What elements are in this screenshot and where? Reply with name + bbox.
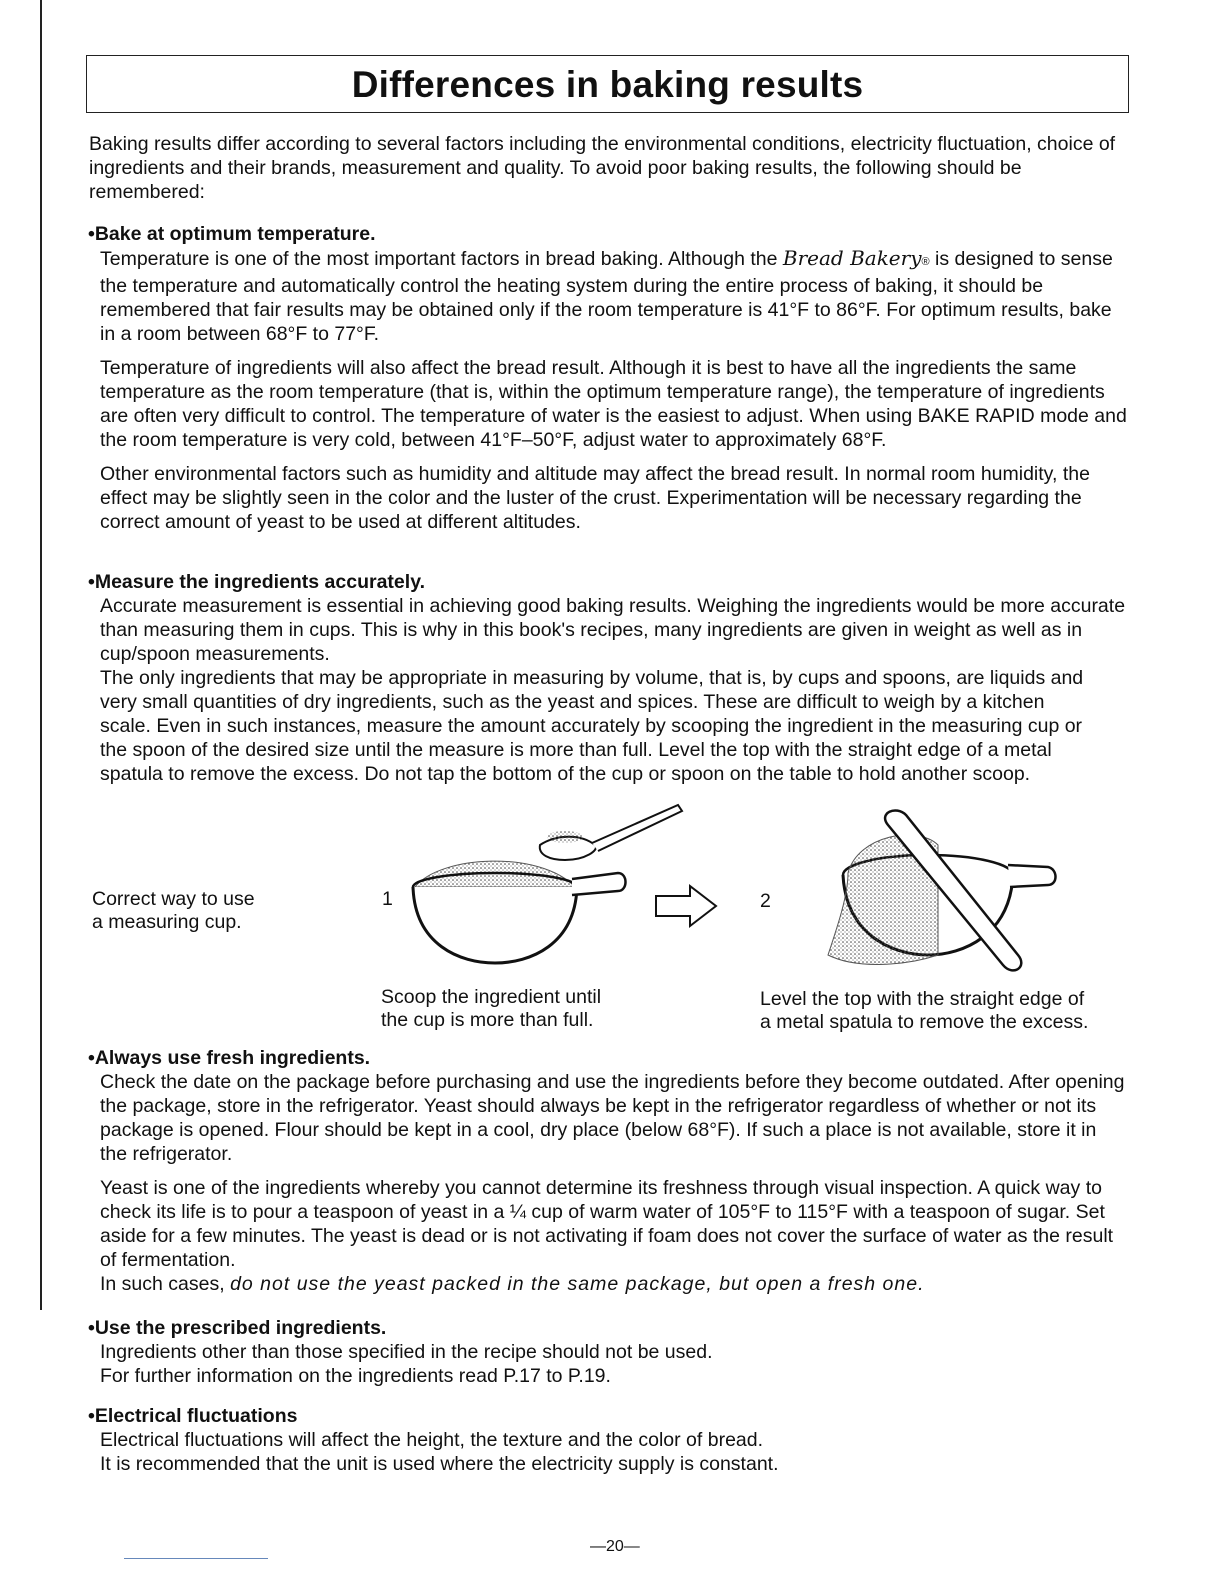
cup-scoop-illustration	[400, 795, 690, 975]
section-paragraph: It is recommended that the unit is used where the electricity supply is constant.	[100, 1453, 779, 1475]
step-2-caption: Level the top with the straight edge of a metal spatula to remove the excess.	[760, 988, 1089, 1033]
cup-level-illustration	[818, 805, 1068, 985]
section-fresh	[88, 1046, 1128, 1296]
section-paragraph: Temperature is one of the most important factors in bread baking. Although the Bread Bakery® is designed to sense the temperature and automatically control the heating system during the entire process of baking, it should be remembered that fair results may be obtained only if the room temperature is 41°F to 86°F. For optimum results, bake in a room between 68°F to 77°F.	[100, 246, 1113, 345]
brand-logo: Bread Bakery	[782, 246, 922, 270]
section-heading: •Always use fresh ingredients.	[88, 1047, 371, 1069]
step-1-number: 1	[382, 888, 393, 910]
section-paragraph: Other environmental factors such as humidity and altitude may affect the bread result. In normal room humidity, the effect may be slightly seen in the color and the luster of the crust. Experimentation will be necessary regarding the correct amount of yeast to be used at different altitudes.	[100, 463, 1090, 533]
left-margin-rule	[40, 0, 42, 1310]
step-1-caption: Scoop the ingredient until the cup is more than full.	[381, 986, 602, 1031]
section-heading: •Use the prescribed ingredients.	[88, 1317, 387, 1339]
section-heading: •Electrical fluctuations	[88, 1405, 298, 1427]
title-box	[86, 55, 1129, 113]
section-paragraph: The only ingredients that may be appropriate in measuring by volume, that is, by cups and spoons, are liquids and very small quantities of dry ingredients, such as the yeast and spices. These are difficult to weigh by a kitchen scale. Even in such instances, measure the amount accurately by scooping the ingredient in the measuring cup or the spoon of the desired size until the measure is more than full. Level the top with the straight edge of a metal spatula to remove the excess. Do not tap the bottom of the cup or spoon on the table to hold another scoop.	[100, 667, 1084, 785]
illustration-side-caption: Correct way to use a measuring cup.	[92, 888, 255, 933]
section-temperature	[88, 222, 1128, 544]
section-paragraph: Yeast is one of the ingredients whereby you cannot determine its freshness through visual inspection. A quick way to check its life is to pour a teaspoon of yeast in a ¼ cup of warm water of 105°F to 115°F with a teaspoon of sugar. Set aside for a few minutes. The yeast is dead or is not activating if foam does not cover the surface of water as the result of fermentation.	[100, 1177, 1114, 1271]
section-paragraph: Ingredients other than those specified in the recipe should not be used.	[100, 1341, 713, 1363]
footer-rule	[124, 1558, 268, 1559]
section-paragraph: In such cases, do not use the yeast packed in the same package, but open a fresh one.	[100, 1273, 925, 1295]
intro-paragraph: Baking results differ according to several factors including the environmental conditions, electricity fluctuation, choice of ingredients and their brands, measurement and quality. To avoid poor baking results, the following should be remembered:	[89, 133, 1116, 203]
section-paragraph: Electrical fluctuations will affect the height, the texture and the color of bread.	[100, 1429, 764, 1451]
section-paragraph: Accurate measurement is essential in achieving good baking results. Weighing the ingredients would be more accurate than measuring them in cups. This is why in this book's recipes, many ingredients are given in weight as well as in cup/spoon measurements.	[100, 595, 1126, 665]
page-number: —20—	[590, 1538, 640, 1555]
section-paragraph: For further information on the ingredients read P.17 to P.19.	[100, 1365, 611, 1387]
page-title: Differences in baking results	[351, 64, 864, 105]
arrow-right-icon	[652, 882, 722, 930]
step-2-number: 2	[760, 890, 771, 912]
section-electrical	[88, 1404, 1128, 1476]
section-paragraph: Temperature of ingredients will also affect the bread result. Although it is best to have all the ingredients the same temperature as the room temperature (that is, within the optimum temperature range), the temperature of ingredients are often very difficult to control. The temperature of water is the easiest to adjust. When using BAKE RAPID mode and the room temperature is very cold, between 41°F–50°F, adjust water to approximately 68°F.	[100, 357, 1127, 451]
section-paragraph: Check the date on the package before purchasing and use the ingredients before they become outdated. After opening the package, store in the refrigerator. Yeast should always be kept in the refrigerator regardless of whether or not its package is opened. Flour should be kept in a cool, dry place (below 68°F). If such a place is not available, store it in the refrigerator.	[100, 1071, 1125, 1165]
section-measure	[88, 570, 1128, 786]
section-heading: •Bake at optimum temperature.	[88, 223, 376, 245]
section-prescribed	[88, 1316, 1128, 1388]
section-heading: •Measure the ingredients accurately.	[88, 571, 426, 593]
